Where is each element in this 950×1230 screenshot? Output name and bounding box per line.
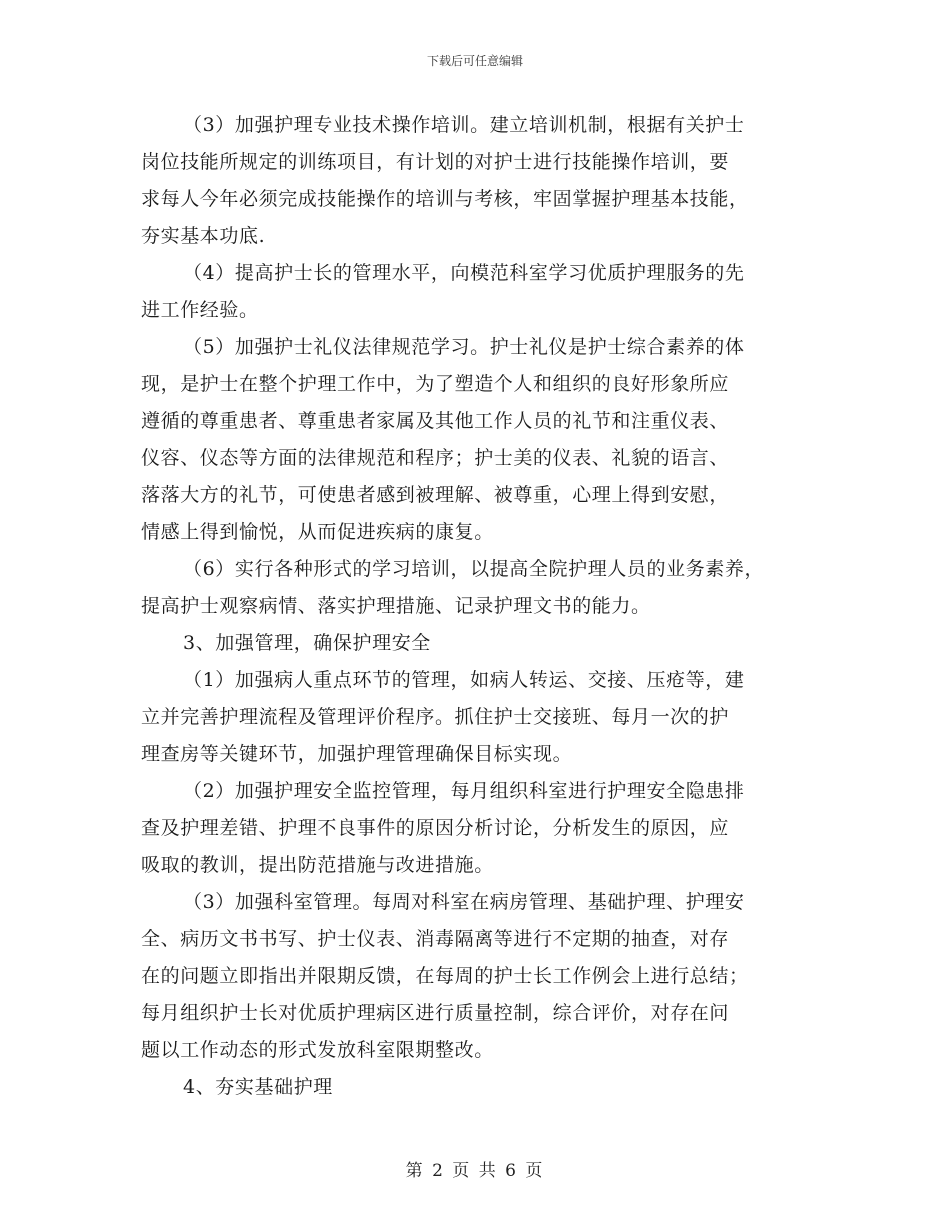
text-line: 夯实基本功底. bbox=[141, 225, 266, 247]
section-heading: 3、加强管理，确保护理安全 bbox=[183, 632, 431, 654]
text-line: 题以工作动态的形式发放科室限期整改。 bbox=[141, 1039, 494, 1061]
text-line: 提高护士观察病情、落实护理措施、记录护理文书的能力。 bbox=[141, 595, 651, 617]
text-line: 吸取的教训，提出防范措施与改进措施。 bbox=[141, 854, 494, 876]
text-line: 每月组织护士长对优质护理病区进行质量控制，综合评价，对存在问 bbox=[141, 1002, 730, 1024]
text-line: （3）加强护理专业技术操作培训。建立培训机制，根据有关护士 bbox=[183, 114, 745, 136]
section-heading: 4、夯实基础护理 bbox=[183, 1076, 333, 1098]
text-line: 全、病历文书书写、护士仪表、消毒隔离等进行不定期的抽查，对存 bbox=[141, 928, 730, 950]
text-line: 现，是护士在整个护理工作中，为了塑造个人和组织的良好形象所应 bbox=[141, 373, 730, 395]
text-line: （4）提高护士长的管理水平，向模范科室学习优质护理服务的先 bbox=[183, 262, 745, 284]
text-line: 情感上得到愉悦，从而促进疾病的康复。 bbox=[141, 521, 494, 543]
page-header: 下载后可任意编辑 bbox=[426, 54, 523, 68]
text-line: 查及护理差错、护理不良事件的原因分析讨论，分析发生的原因，应 bbox=[141, 817, 730, 839]
text-line: （3）加强科室管理。每周对科室在病房管理、基础护理、护理安 bbox=[183, 891, 745, 913]
document-body bbox=[141, 107, 809, 1106]
text-line: 落落大方的礼节，可使患者感到被理解、被尊重，心理上得到安慰， bbox=[141, 484, 730, 506]
page-number-footer: 第 2 页 共 6 页 bbox=[405, 1161, 545, 1181]
text-line: 仪容、仪态等方面的法律规范和程序；护士美的仪表、礼貌的语言、 bbox=[141, 447, 730, 469]
text-line: 进工作经验。 bbox=[141, 299, 259, 321]
text-line: 求每人今年必须完成技能操作的培训与考核，牢固掌握护理基本技能， bbox=[141, 188, 749, 210]
text-line: （5）加强护士礼仪法律规范学习。护士礼仪是护士综合素养的体 bbox=[183, 336, 745, 358]
text-line: 立并完善护理流程及管理评价程序。抓住护士交接班、每月一次的护 bbox=[141, 706, 730, 728]
text-line: 在的问题立即指出并限期反馈，在每周的护士长工作例会上进行总结； bbox=[141, 965, 749, 987]
text-line: 理查房等关键环节，加强护理管理确保目标实现。 bbox=[141, 743, 573, 765]
text-line: （1）加强病人重点环节的管理，如病人转运、交接、压疮等，建 bbox=[183, 669, 745, 691]
text-line: 遵循的尊重患者、尊重患者家属及其他工作人员的礼节和注重仪表、 bbox=[141, 410, 730, 432]
text-line: 岗位技能所规定的训练项目，有计划的对护士进行技能操作培训，要 bbox=[141, 151, 730, 173]
text-line: （6）实行各种形式的学习培训，以提高全院护理人员的业务素养， bbox=[183, 558, 765, 580]
text-line: （2）加强护理安全监控管理，每月组织科室进行护理安全隐患排 bbox=[183, 780, 745, 802]
